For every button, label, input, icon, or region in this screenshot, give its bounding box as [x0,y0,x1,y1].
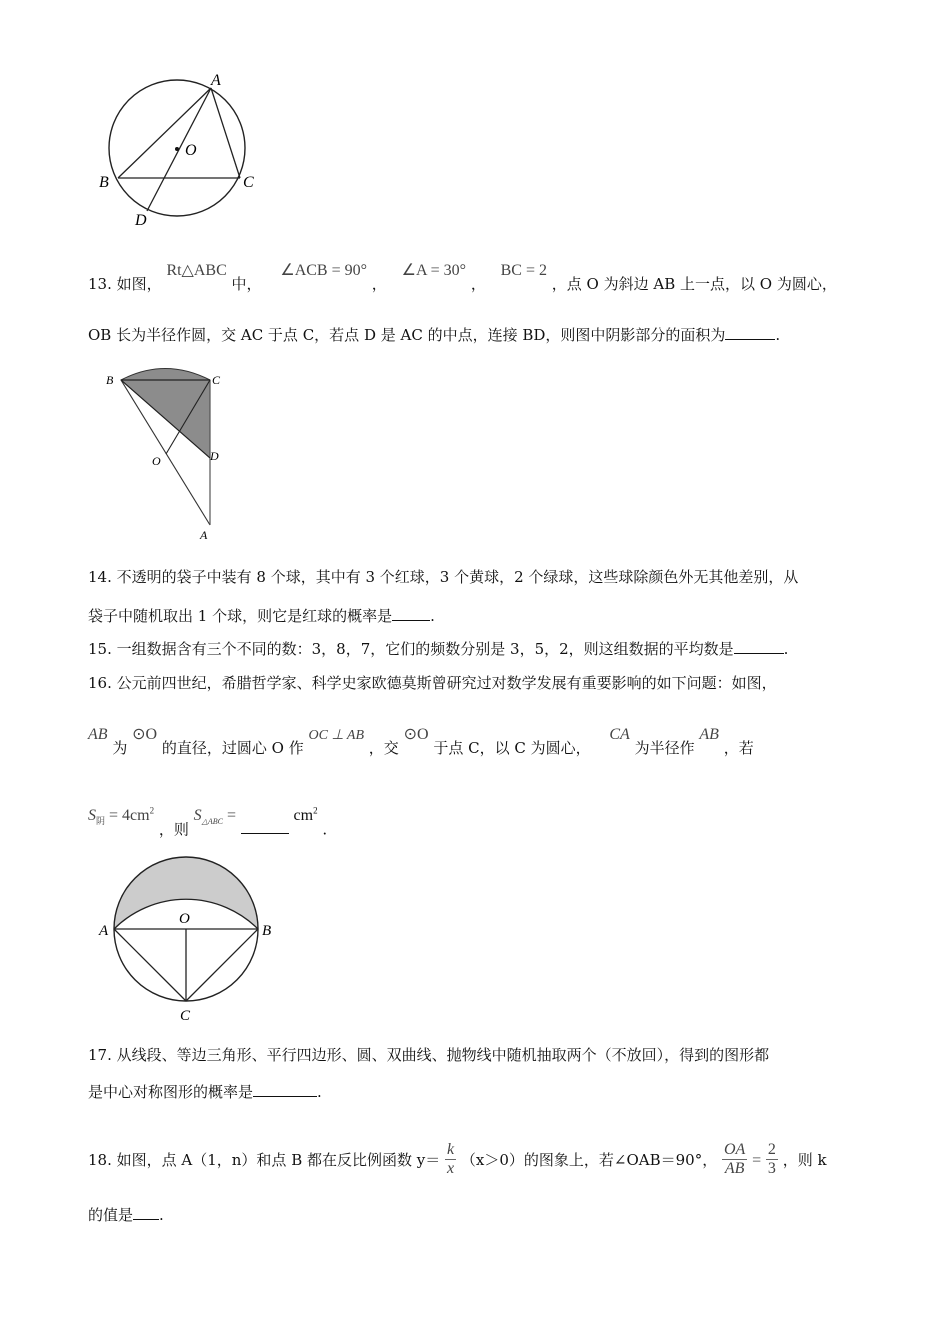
svg-text:A: A [200,528,208,542]
label-a: A [211,72,221,89]
answer-blank [241,819,289,834]
math-bc: BC = 2 [500,262,547,279]
svg-text:O: O [152,454,161,468]
question-15: 15. 一组数据含有三个不同的数：3，8，7，它们的频数分别是 3，5，2，则这组数据的平均数是 . [88,640,789,658]
question-18-line-1: 18. 如图，点 A（1，n）和点 B 都在反比例函数 y＝ $\frac{k}{x}$ （x＞0）的图象上，若∠OAB＝90°， $\frac{OA}{AB}$ = $\frac{2}{3}$ ，则 k [88,1140,827,1177]
figure-shaded-sector [100,365,230,545]
question-17-line-1: 17. 从线段、等边三角形、平行四边形、圆、双曲线、抛物线中随机抽取两个（不放回），得到的图形都 [88,1046,770,1064]
svg-text:B: B [106,373,114,387]
fraction-k-over-x: $\frac{k}{x}$ [447,1140,455,1177]
math-angle-acb: ∠ACB = 90° [280,262,368,279]
figure-crescent-circle [95,855,285,1025]
answer-blank [253,1082,317,1097]
fraction-oa-over-ab: $\frac{OA}{AB}$ [724,1140,746,1177]
answer-blank [725,325,775,340]
svg-text:C: C [212,373,221,387]
question-16-line-2: AB 为 ⊙O 的直径，过圆心 O 作 OC ⊥ AB ，交 ⊙O 于点 C，以 C 为圆心， CA 为半径作 AB ，若 [88,726,754,757]
svg-text:C: C [180,1008,191,1024]
fraction-two-thirds: $\frac{2}{3}$ [767,1140,776,1177]
question-14-line-1: 14. 不透明的袋子中装有 8 个球，其中有 3 个红球，3 个黄球，2 个绿球，这些球除颜色外无其他差别，从 [88,568,799,586]
svg-text:O: O [179,911,190,927]
answer-blank [392,606,430,621]
figure-circle-triangle-abc [95,70,275,235]
label-b: B [99,174,109,191]
math-angle-a: ∠A = 30° [401,262,467,279]
svg-text:B: B [262,923,272,939]
label-c: C [243,174,254,191]
svg-text:A: A [99,923,109,939]
question-14-line-2: 袋子中随机取出 1 个球，则它是红球的概率是 . [88,607,435,625]
arc-ab: AB [699,726,719,743]
question-17-line-2: 是中心对称图形的概率是 . [88,1083,322,1101]
math-rt-triangle: Rt△ABC [166,262,227,279]
question-16-line-3: $S_阴 = 4cm^2$ ，则 $S_{\triangle ABC} = cm^2$ . [88,806,328,839]
question-16-line-1: 16. 公元前四世纪，希腊哲学家、科学史家欧德莫斯曾研究过对数学发展有重要影响的如下问题：如图， [88,674,777,692]
label-o: O [185,142,197,159]
answer-blank [734,639,784,654]
svg-text:D: D [210,449,219,463]
question-13-line-2: OB 长为半径作圆，交 AC 于点 C，若点 D 是 AC 的中点，连接 BD，则图中阴影部分的面积为 . [88,326,781,344]
label-d: D [135,212,147,229]
answer-blank [133,1205,159,1220]
question-13-line-1: 13. 如图， Rt△ABC 中， ∠ACB = 90° ， ∠A = 30° ， BC = 2 ，点 O 为斜边 AB 上一点，以 O 为圆心， [88,262,837,293]
question-18-line-2: 的值是 . [88,1206,164,1224]
